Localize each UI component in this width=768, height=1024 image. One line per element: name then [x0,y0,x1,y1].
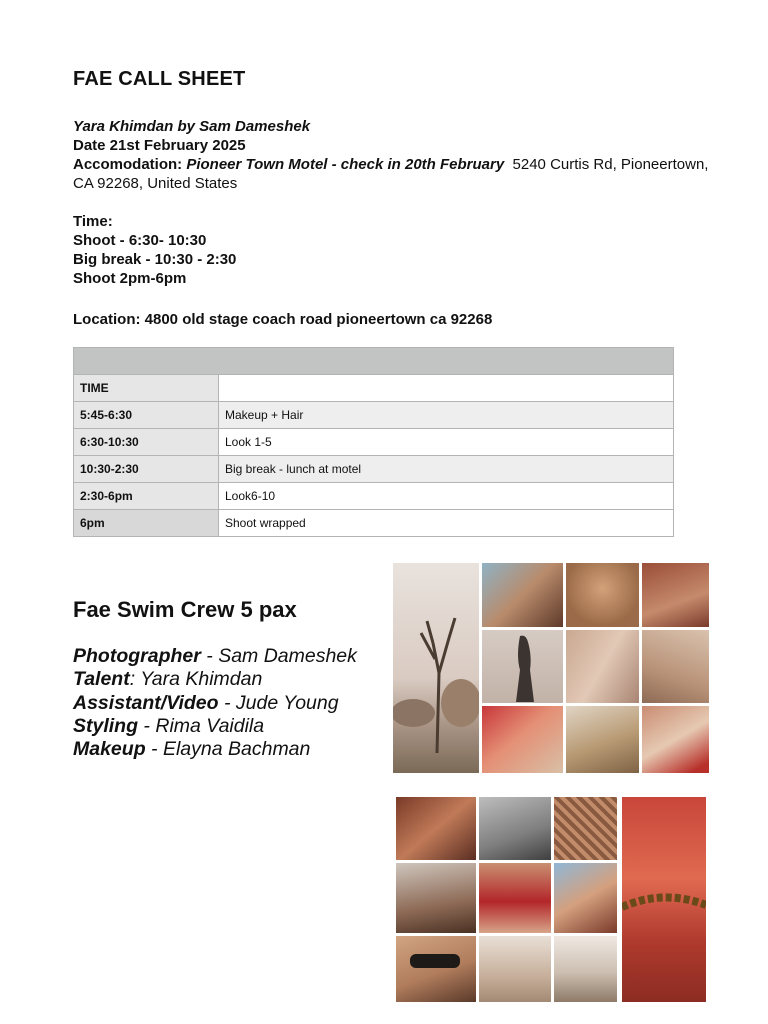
moodboard-photo [642,706,709,773]
moodboard-photo [566,630,639,703]
crew-role: Talent [73,668,130,691]
table-row [74,429,674,456]
crew-member: Photographer - Sam Dameshek [73,645,357,667]
table-row [74,456,674,483]
moodboard-photo [642,630,709,703]
row-time: 6:30-10:30 [74,429,219,456]
shoot-info [73,117,713,193]
moodboard-photo [642,563,709,627]
column-header-time: TIME [74,375,219,402]
moodboard-photo [554,936,617,1002]
crew-member: Makeup - Elayna Bachman [73,738,311,761]
accommodation-name: Pioneer Town Motel - check in 20th February [186,156,505,173]
crew-list [73,645,357,761]
crew-member: Talent: Yara Khimdan [73,668,263,691]
crew-name: Jude Young [235,691,339,714]
time-label: Time: [73,213,113,230]
crew-name: Rima Vaidila [155,714,265,737]
moodboard-photo [396,797,476,860]
moodboard-photo [479,797,551,860]
table-row [74,483,674,510]
row-activity: Shoot wrapped [219,510,674,537]
moodboard-photo [479,863,551,933]
row-time: 10:30-2:30 [74,456,219,483]
crew-role: Makeup [73,738,146,761]
moodboard-photo [479,936,551,1002]
moodboard-photo [554,863,617,933]
time-line: Shoot 2pm-6pm [73,270,187,287]
moodboard-photo [482,706,563,773]
table-header-band [74,348,674,375]
accommodation-label: Accomodation: [73,156,183,173]
accommodation [73,155,713,193]
crew-member: Styling - Rima Vaidila [73,714,265,737]
crew-title: Fae Swim Crew 5 pax [73,597,297,622]
crew-member: Assistant/Video - Jude Young [73,691,339,714]
table-row [74,375,674,402]
crew-role: Styling [73,714,139,737]
moodboard-collage-1 [393,563,709,773]
moodboard-photo [482,563,563,627]
shoot-date: Date 21st February 2025 [73,137,246,154]
moodboard-photo [396,863,476,933]
crew-name: Yara Khimdan [140,668,263,691]
crew-role: Photographer [73,645,201,667]
table-row [74,402,674,429]
row-activity: Makeup + Hair [219,402,674,429]
time-line: Shoot - 6:30- 10:30 [73,232,207,249]
row-activity: Big break - lunch at motel [219,456,674,483]
time-section [73,212,713,288]
crew-name: Sam Dameshek [218,645,357,667]
accommodation-address: 5240 Curtis Rd, Pioneertown, CA 92268, United States [73,156,709,192]
moodboard-photo-red-dress [622,797,706,1002]
schedule-table [73,347,674,537]
time-line: Big break - 10:30 - 2:30 [73,251,237,268]
moodboard-photo [566,563,639,627]
row-time: 5:45-6:30 [74,402,219,429]
moodboard-collage-2 [396,797,706,1002]
row-activity: Look6-10 [219,483,674,510]
crew-role: Assistant/Video [73,691,219,714]
table-row [74,510,674,537]
page-title: FAE CALL SHEET [73,68,246,90]
row-time: 2:30-6pm [74,483,219,510]
moodboard-photo [554,797,617,860]
crew-name: Elayna Bachman [162,738,311,761]
moodboard-photo [396,936,476,1002]
location: Location: 4800 old stage coach road pioneertown ca 92268 [73,311,493,328]
moodboard-photo-silhouette [482,630,563,703]
row-activity: Look 1-5 [219,429,674,456]
moodboard-photo-desert-tree [393,563,479,773]
moodboard-photo [566,706,639,773]
shoot-name: Yara Khimdan by Sam Dameshek [73,118,311,135]
row-time: 6pm [74,510,219,537]
